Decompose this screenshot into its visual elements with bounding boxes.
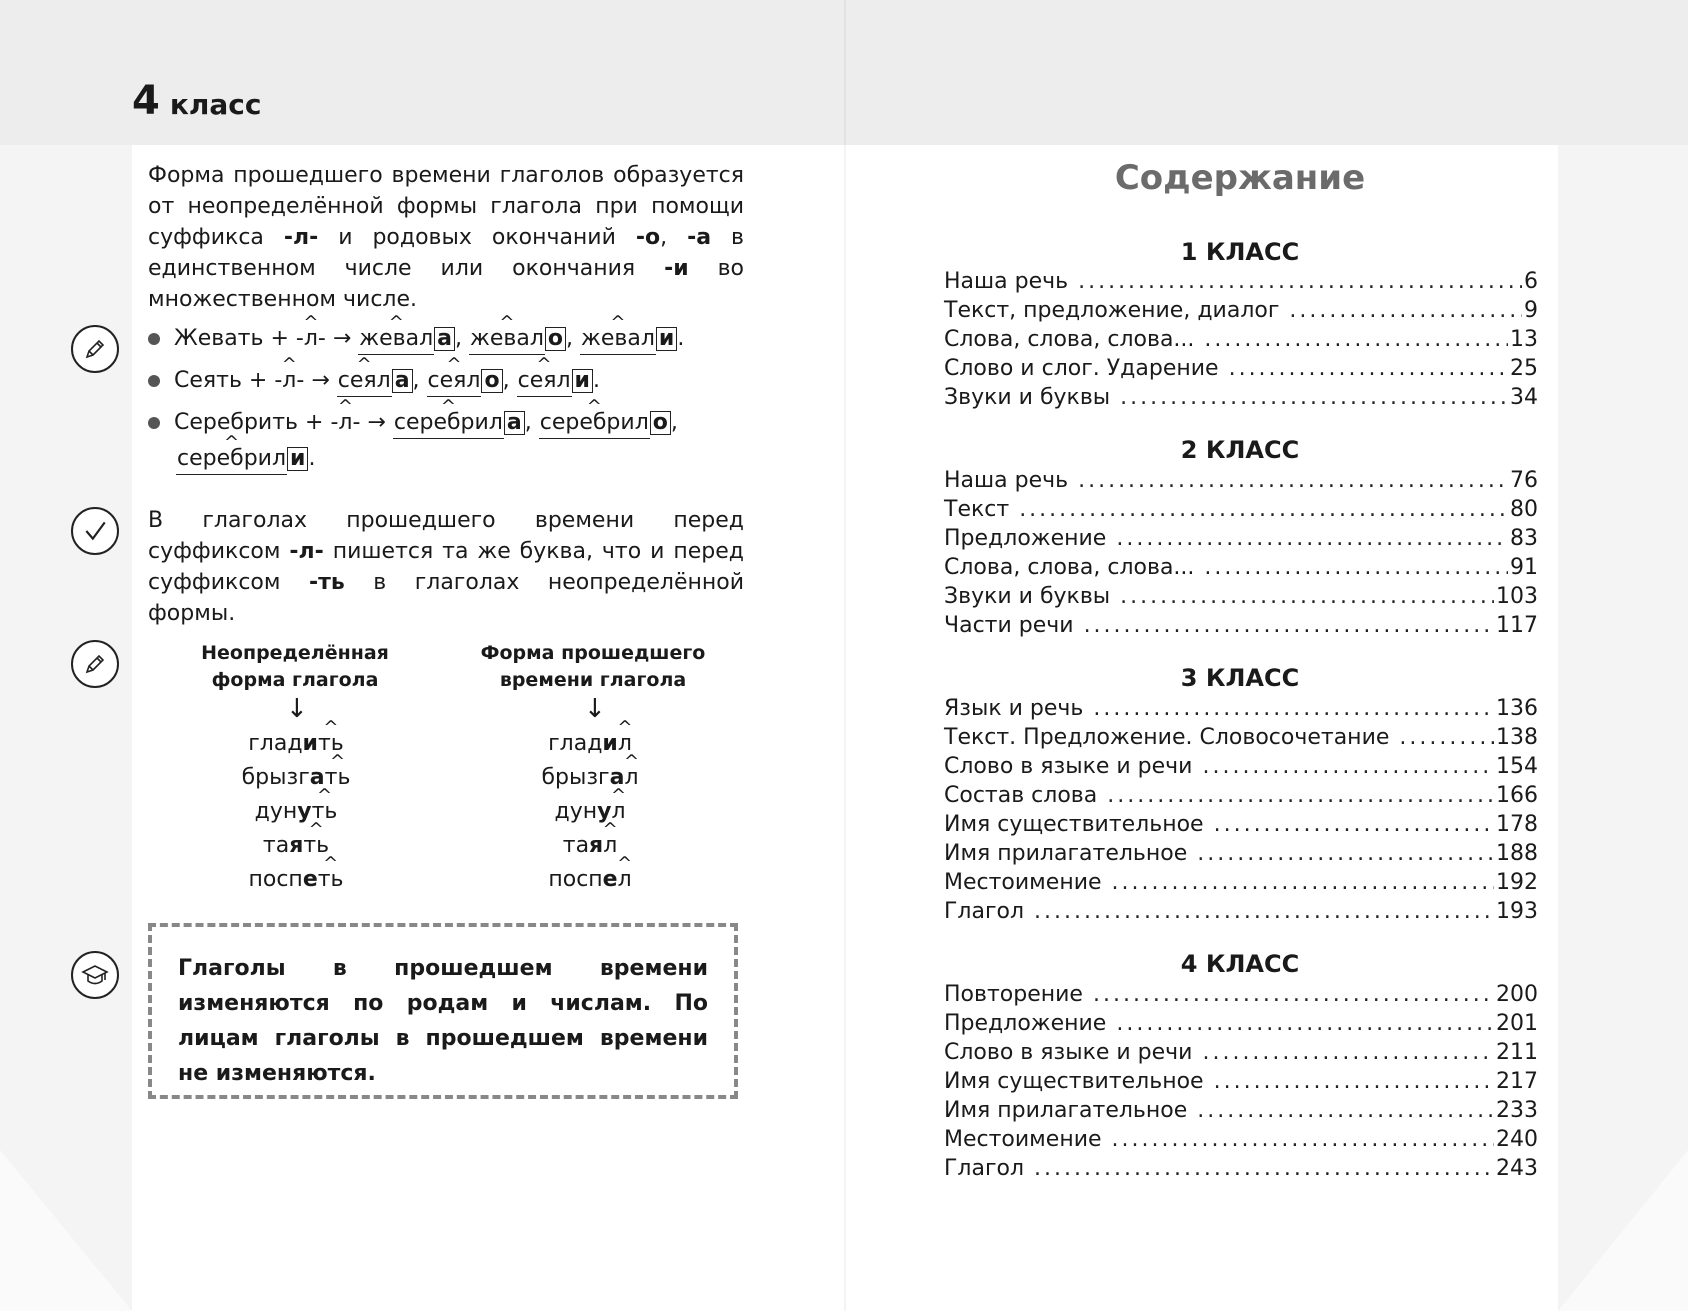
ending-o: -о bbox=[635, 225, 661, 250]
toc-entry-title: Слово и слог. Ударение bbox=[944, 356, 1219, 381]
arrow-icon: → bbox=[332, 326, 352, 351]
leader-dots bbox=[1204, 553, 1508, 582]
toc-title: Содержание bbox=[1114, 158, 1366, 198]
toc-entry-title: Глагол bbox=[944, 899, 1025, 924]
key-vowel: а bbox=[609, 765, 625, 790]
separator: , bbox=[502, 368, 510, 393]
key-vowel: а bbox=[309, 765, 325, 790]
example-row-continued bbox=[176, 444, 315, 475]
header-number: 4 bbox=[132, 78, 160, 124]
toc-entry-title: Части речи bbox=[944, 613, 1074, 638]
toc-entry-page: 9 bbox=[1524, 298, 1538, 323]
toc-entry[interactable] bbox=[944, 466, 1538, 495]
ending-box: и bbox=[572, 369, 593, 393]
word-stem: ^ сеял bbox=[337, 366, 392, 397]
graduation-cap-icon bbox=[71, 951, 119, 999]
key-vowel: я bbox=[289, 833, 304, 858]
toc-entry-title: Состав слова bbox=[944, 783, 1098, 808]
down-arrow-icon: ↓ bbox=[286, 694, 308, 724]
word-stem: ^ сеял bbox=[517, 366, 572, 397]
key-vowel: е bbox=[602, 867, 618, 892]
toc-entry-title: Слово в языке и речи bbox=[944, 754, 1193, 779]
leader-dots bbox=[1093, 980, 1494, 1009]
word-part: глад bbox=[248, 731, 303, 756]
example-row bbox=[148, 366, 600, 397]
toc-entry[interactable] bbox=[944, 723, 1538, 752]
suffix-part: ^ л bbox=[618, 727, 632, 761]
toc-entry[interactable] bbox=[944, 781, 1538, 810]
pencil-icon bbox=[71, 325, 119, 373]
text-run: , bbox=[660, 225, 688, 250]
toc-entry[interactable] bbox=[944, 839, 1538, 868]
suffix-part: ^ ть bbox=[303, 829, 329, 863]
ending-box: а bbox=[504, 411, 525, 435]
leader-dots bbox=[1034, 1154, 1494, 1183]
suffix-part: ^ ть bbox=[325, 761, 351, 795]
toc-entry-title: Наша речь bbox=[944, 269, 1069, 294]
toc-entry[interactable] bbox=[944, 582, 1538, 611]
rule-paragraph-1 bbox=[148, 160, 744, 315]
leader-dots bbox=[1112, 1125, 1494, 1154]
word-part: та bbox=[262, 833, 290, 858]
toc-entry-page: 136 bbox=[1496, 696, 1538, 721]
toc-entry-title: Язык и речь bbox=[944, 696, 1084, 721]
toc-entry-page: 200 bbox=[1496, 982, 1538, 1007]
header-line: Форма прошедшего bbox=[480, 642, 706, 664]
ending-box: а bbox=[392, 369, 413, 393]
page-header bbox=[132, 78, 261, 124]
toc-entry[interactable] bbox=[944, 325, 1538, 354]
ending-a: -а bbox=[687, 225, 712, 250]
toc-entry-title: Текст. Предложение. Словосочетание bbox=[944, 725, 1390, 750]
word-row bbox=[230, 795, 362, 829]
toc-entry[interactable] bbox=[944, 810, 1538, 839]
word-row bbox=[230, 761, 362, 795]
column-header-infinitive bbox=[195, 640, 395, 694]
suffix-part: ^ ть bbox=[312, 795, 338, 829]
toc-entry-title: Слова, слова, слова... bbox=[944, 327, 1195, 352]
toc-section-1 bbox=[944, 267, 1538, 412]
toc-entry-page: 217 bbox=[1496, 1069, 1538, 1094]
key-vowel: и bbox=[302, 731, 318, 756]
word-row bbox=[230, 863, 362, 897]
header-line: времени глагола bbox=[499, 669, 687, 691]
key-vowel: я bbox=[589, 833, 604, 858]
suffix-part: ^ л bbox=[611, 795, 625, 829]
suffix-t: -ть bbox=[308, 570, 345, 595]
toc-entry-title: Имя прилагательное bbox=[944, 841, 1188, 866]
word-row bbox=[230, 829, 362, 863]
leader-dots bbox=[1399, 723, 1494, 752]
key-vowel: у bbox=[597, 799, 612, 824]
rule-box bbox=[148, 923, 738, 1099]
ending-box: о bbox=[481, 369, 502, 393]
word-stem: ^ серебрил bbox=[393, 408, 504, 439]
toc-entry-title: Звуки и буквы bbox=[944, 584, 1111, 609]
text-run: пишется та же буква, что и перед суффиксом bbox=[148, 539, 744, 595]
toc-entry[interactable] bbox=[944, 980, 1538, 1009]
toc-entry-title: Слова, слова, слова... bbox=[944, 555, 1195, 580]
toc-entry-page: 80 bbox=[1510, 497, 1538, 522]
word-part: та bbox=[562, 833, 590, 858]
word-row bbox=[530, 761, 650, 795]
header-word: класс bbox=[169, 88, 262, 121]
key-vowel: у bbox=[297, 799, 312, 824]
toc-entry-page: 103 bbox=[1496, 584, 1538, 609]
toc-entry-title: Местоимение bbox=[944, 1127, 1102, 1152]
page-corner-right bbox=[1558, 1150, 1688, 1311]
toc-entry[interactable] bbox=[944, 267, 1538, 296]
leader-dots bbox=[1197, 1096, 1494, 1125]
checkmark-icon bbox=[71, 507, 119, 555]
toc-entry-title: Звуки и буквы bbox=[944, 385, 1111, 410]
toc-entry-page: 25 bbox=[1510, 356, 1538, 381]
word-stem: ^ жевал bbox=[580, 324, 656, 355]
text-run: Форма прошедшего времени глаголов образуется от неопределённой формы глагола при помощи суффикса bbox=[148, 163, 744, 250]
toc-entry-page: 233 bbox=[1496, 1098, 1538, 1123]
toc-entry-title: Слово в языке и речи bbox=[944, 1040, 1193, 1065]
past-tense-column bbox=[530, 727, 650, 897]
plus-sign: + bbox=[305, 410, 324, 435]
word-part: посп bbox=[248, 867, 303, 892]
toc-entry[interactable] bbox=[944, 1067, 1538, 1096]
suffix-part: ^ л bbox=[618, 863, 632, 897]
leader-dots bbox=[1214, 1067, 1494, 1096]
bullet-icon bbox=[148, 417, 160, 429]
toc-entry-title: Имя существительное bbox=[944, 812, 1204, 837]
grade-heading: 3 КЛАСС bbox=[1180, 664, 1300, 692]
key-vowel: е bbox=[302, 867, 318, 892]
word-part: дун bbox=[254, 799, 298, 824]
toc-entry[interactable] bbox=[944, 495, 1538, 524]
terminator: . bbox=[592, 368, 600, 393]
toc-entry-page: 91 bbox=[1510, 555, 1538, 580]
ending-box: и bbox=[287, 447, 308, 471]
leader-dots bbox=[1202, 1038, 1494, 1067]
toc-entry[interactable] bbox=[944, 868, 1538, 897]
toc-entry-page: 34 bbox=[1510, 385, 1538, 410]
arrow-icon: → bbox=[311, 368, 330, 393]
word-stem: ^ серебрил bbox=[539, 408, 650, 439]
plus-sign: + bbox=[248, 368, 268, 393]
toc-entry[interactable] bbox=[944, 383, 1538, 412]
toc-entry-page: 201 bbox=[1496, 1011, 1538, 1036]
leader-dots bbox=[1214, 810, 1494, 839]
arrow-icon: → bbox=[367, 410, 386, 435]
word-stem: ^ жевал bbox=[469, 324, 545, 355]
toc-entry[interactable] bbox=[944, 1154, 1538, 1183]
toc-section-3 bbox=[944, 694, 1538, 926]
rule-paragraph-2 bbox=[148, 505, 744, 629]
separator: , bbox=[670, 410, 678, 435]
word-part: брызг bbox=[541, 765, 610, 790]
word-part: дун bbox=[554, 799, 598, 824]
leader-dots bbox=[1112, 868, 1494, 897]
toc-entry[interactable] bbox=[944, 553, 1538, 582]
text-run: в глаголах неопределённой формы. bbox=[148, 570, 745, 626]
toc-entry-title: Местоимение bbox=[944, 870, 1102, 895]
leader-dots bbox=[1116, 524, 1508, 553]
separator: , bbox=[412, 368, 420, 393]
leader-dots bbox=[1093, 694, 1494, 723]
leader-dots bbox=[1019, 495, 1508, 524]
bullet-icon bbox=[148, 333, 160, 345]
toc-section-2 bbox=[944, 466, 1538, 640]
leader-dots bbox=[1289, 296, 1522, 325]
infinitive-column bbox=[230, 727, 362, 897]
suffix: ^ -л- bbox=[330, 408, 360, 438]
separator: , bbox=[524, 410, 532, 435]
toc-entry-page: 6 bbox=[1524, 269, 1538, 294]
infinitive: Серебрить bbox=[174, 410, 299, 435]
infinitive: Сеять bbox=[174, 368, 242, 393]
toc-entry-title: Текст, предложение, диалог bbox=[944, 298, 1280, 323]
toc-entry-page: 193 bbox=[1496, 899, 1538, 924]
word-stem: ^ жевал bbox=[358, 324, 434, 355]
toc-entry-title: Имя прилагательное bbox=[944, 1098, 1188, 1123]
toc-entry[interactable] bbox=[944, 752, 1538, 781]
toc-entry-title: Предложение bbox=[944, 526, 1107, 551]
leader-dots bbox=[1120, 582, 1494, 611]
suffix: ^ -л- bbox=[274, 366, 304, 396]
suffix-l: -л- bbox=[283, 225, 319, 250]
word-part: брызг bbox=[241, 765, 310, 790]
toc-entry-page: 83 bbox=[1510, 526, 1538, 551]
toc-entry[interactable] bbox=[944, 1125, 1538, 1154]
word-part: посп bbox=[548, 867, 603, 892]
toc-entry-title: Текст bbox=[944, 497, 1010, 522]
leader-dots bbox=[1204, 325, 1508, 354]
pencil-icon bbox=[71, 640, 119, 688]
leader-dots bbox=[1078, 466, 1508, 495]
toc-entry-page: 178 bbox=[1496, 812, 1538, 837]
grade-heading: 4 КЛАСС bbox=[1180, 950, 1300, 978]
down-arrow-icon: ↓ bbox=[584, 694, 606, 724]
toc-entry-page: 138 bbox=[1496, 725, 1538, 750]
toc-entry[interactable] bbox=[944, 1038, 1538, 1067]
suffix-part: ^ л bbox=[603, 829, 617, 863]
text-run: во множественном числе. bbox=[148, 256, 744, 312]
leader-dots bbox=[1034, 897, 1494, 926]
suffix-part: ^ ть bbox=[318, 863, 344, 897]
text-run: В глаголах прошедшего времени перед суффиксом bbox=[148, 508, 744, 564]
terminator: . bbox=[677, 326, 685, 351]
toc-entry-title: Повторение bbox=[944, 982, 1083, 1007]
suffix-part: ^ л bbox=[624, 761, 638, 795]
ending-i: -и bbox=[664, 256, 689, 281]
leader-dots bbox=[1116, 1009, 1494, 1038]
leader-dots bbox=[1084, 611, 1494, 640]
word-row bbox=[530, 795, 650, 829]
suffix-l: -л- bbox=[289, 539, 324, 564]
toc-entry-title: Предложение bbox=[944, 1011, 1107, 1036]
toc-entry-page: 240 bbox=[1496, 1127, 1538, 1152]
toc-section-4 bbox=[944, 980, 1538, 1183]
grade-heading: 2 КЛАСС bbox=[1180, 436, 1300, 464]
text-run: и родовых окончаний bbox=[318, 225, 636, 250]
ending-box: и bbox=[656, 327, 677, 351]
ending-box: а bbox=[434, 327, 455, 351]
grade-heading: 1 КЛАСС bbox=[1180, 238, 1300, 266]
toc-entry[interactable] bbox=[944, 611, 1538, 640]
leader-dots bbox=[1120, 383, 1508, 412]
leader-dots bbox=[1107, 781, 1494, 810]
bullet-icon bbox=[148, 375, 160, 387]
toc-entry-title: Имя существительное bbox=[944, 1069, 1204, 1094]
leader-dots bbox=[1078, 267, 1522, 296]
toc-entry[interactable] bbox=[944, 524, 1538, 553]
toc-entry-page: 76 bbox=[1510, 468, 1538, 493]
toc-entry-page: 243 bbox=[1496, 1156, 1538, 1181]
text-run: в единственном числе или окончания bbox=[148, 225, 744, 281]
spine-fold bbox=[844, 0, 846, 145]
toc-entry[interactable] bbox=[944, 1096, 1538, 1125]
toc-entry-page: 117 bbox=[1496, 613, 1538, 638]
toc-entry-page: 211 bbox=[1496, 1040, 1538, 1065]
word-part: глад bbox=[548, 731, 603, 756]
word-stem: ^ сеял bbox=[427, 366, 482, 397]
suffix-part: ^ ть bbox=[318, 727, 344, 761]
toc-entry[interactable] bbox=[944, 897, 1538, 926]
rule-text: Глаголы в прошедшем времени изменяются по родам и числам. По лицам глаголы в прошедшем времени не изменяются. bbox=[178, 956, 708, 1086]
toc-entry-title: Глагол bbox=[944, 1156, 1025, 1181]
toc-entry[interactable] bbox=[944, 694, 1538, 723]
toc-entry-page: 154 bbox=[1496, 754, 1538, 779]
toc-entry-page: 13 bbox=[1510, 327, 1538, 352]
ending-box: о bbox=[545, 327, 566, 351]
toc-entry-page: 192 bbox=[1496, 870, 1538, 895]
ending-box: о bbox=[650, 411, 671, 435]
toc-entry-page: 188 bbox=[1496, 841, 1538, 866]
suffix: ^ -л- bbox=[296, 324, 326, 354]
infinitive: Жевать bbox=[174, 326, 264, 351]
toc-entry-page: 166 bbox=[1496, 783, 1538, 808]
plus-sign: + bbox=[270, 326, 289, 351]
example-row bbox=[148, 324, 684, 355]
leader-dots bbox=[1202, 752, 1494, 781]
toc-entry[interactable] bbox=[944, 354, 1538, 383]
separator: , bbox=[566, 326, 574, 351]
separator: , bbox=[455, 326, 463, 351]
toc-entry[interactable] bbox=[944, 1009, 1538, 1038]
header-line: Неопределённая bbox=[201, 642, 389, 664]
column-header-past bbox=[475, 640, 711, 694]
word-row bbox=[530, 863, 650, 897]
page-corner-left bbox=[0, 1150, 132, 1311]
leader-dots bbox=[1197, 839, 1494, 868]
toc-entry[interactable] bbox=[944, 296, 1538, 325]
word-stem: ^ серебрил bbox=[176, 444, 287, 475]
terminator: . bbox=[308, 446, 316, 471]
key-vowel: и bbox=[602, 731, 618, 756]
leader-dots bbox=[1229, 354, 1508, 383]
toc-entry-title: Наша речь bbox=[944, 468, 1069, 493]
header-line: форма глагола bbox=[211, 669, 379, 691]
